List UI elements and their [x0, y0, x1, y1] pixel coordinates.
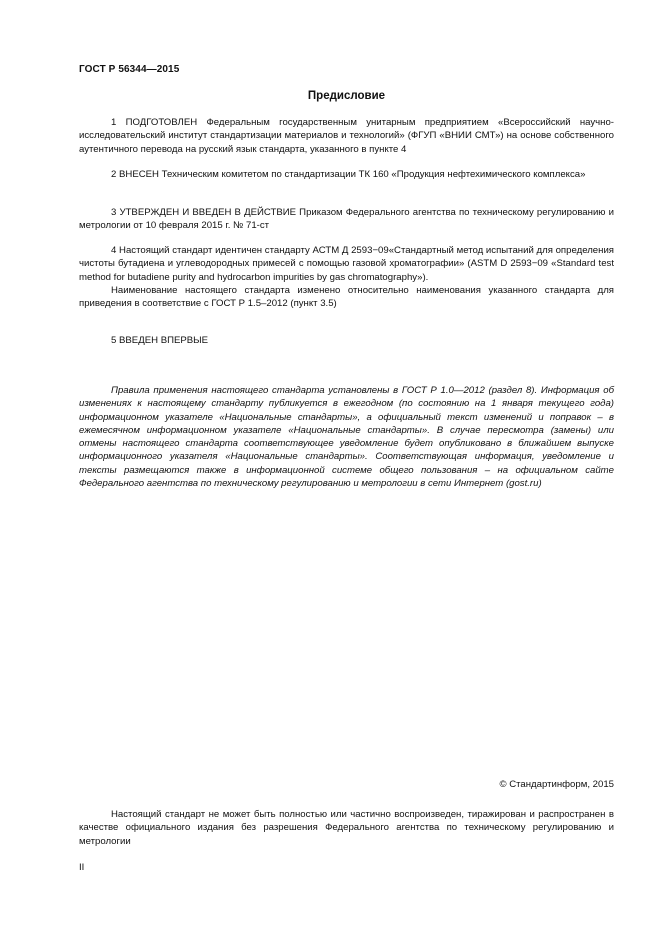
foreword-item-3	[79, 206, 614, 233]
foreword-item-2	[79, 168, 614, 181]
foreword-item-4	[79, 244, 614, 310]
foreword-item-5	[79, 334, 614, 347]
page-title: Предисловие	[307, 90, 386, 102]
reproduction-rights-text: Настоящий стандарт не может быть полностью или частично воспроизведен, тиражирован и распространен в качестве официального издания без разрешения Федерального агентства по техническому регулированию и метрологии	[79, 809, 614, 847]
foreword-item-5-text: 5 ВВЕДЕН ВПЕРВЫЕ	[111, 335, 209, 346]
application-rules-text: Правила применения настоящего стандарта установлены в ГОСТ Р 1.0—2012 (раздел 8). Информация об изменениях к настоящему стандарту публикуется в ежегодном (по состоянию на 1 января текущего года) информационном указателе «Национальные стандарты», а официальный текст изменений и поправок – в ежемесячном информационном указателе «Национальные стандарты». В случае пересмотра (замены) или отмены настоящего стандарта соответствующее уведомление будет опубликовано в ближайшем выпуске информационного указателя «Национальные стандарты». Соответствующая информация, уведомление и тексты размещаются также в информационной системе общего пользования – на официальном сайте Федерального агентства по техническому регулированию и метрологии в сети Интернет (gost.ru)	[79, 385, 614, 490]
foreword-item-3-text: 3 УТВЕРЖДЕН И ВВЕДЕН В ДЕЙСТВИЕ Приказом Федерального агентства по техническому регулированию и метрологии от 10 февраля 2015 г. № 71-ст	[79, 207, 614, 232]
foreword-item-1-text: 1 ПОДГОТОВЛЕН Федеральным государственным унитарным предприятием «Всероссийский научно-исследовательский институт стандартизации материалов и технологий» (ФГУП «ВНИИ СМТ») на основе собственного аутентичного перевода на русский язык стандарта, указанного в пункте 4	[79, 117, 614, 155]
document-code: ГОСТ Р 56344—2015	[79, 64, 180, 75]
foreword-item-4-note: Наименование настоящего стандарта изменено относительно наименования указанного стандарта для приведения в соответствие с ГОСТ Р 1.5–2012 (пункт 3.5)	[79, 284, 614, 310]
foreword-item-4-text: 4 Настоящий стандарт идентичен стандарту АСТМ Д 2593−09«Стандартный метод испытаний для определения чистоты бутадиена и углеводородных примесей с помощью газовой хроматографии» (ASTM D 2593−09 «Standard test method for butadiene purity and hydrocarbon impurities by gas chromatography»).	[79, 245, 614, 283]
page-number: II	[79, 862, 85, 873]
copyright-line: © Стандартинформ, 2015	[499, 779, 614, 790]
application-rules-notice	[79, 384, 614, 490]
foreword-item-2-text: 2 ВНЕСЕН Техническим комитетом по стандартизации ТК 160 «Продукция нефтехимического комплекса»	[111, 169, 586, 180]
foreword-item-1	[79, 116, 614, 156]
reproduction-rights	[79, 808, 614, 848]
